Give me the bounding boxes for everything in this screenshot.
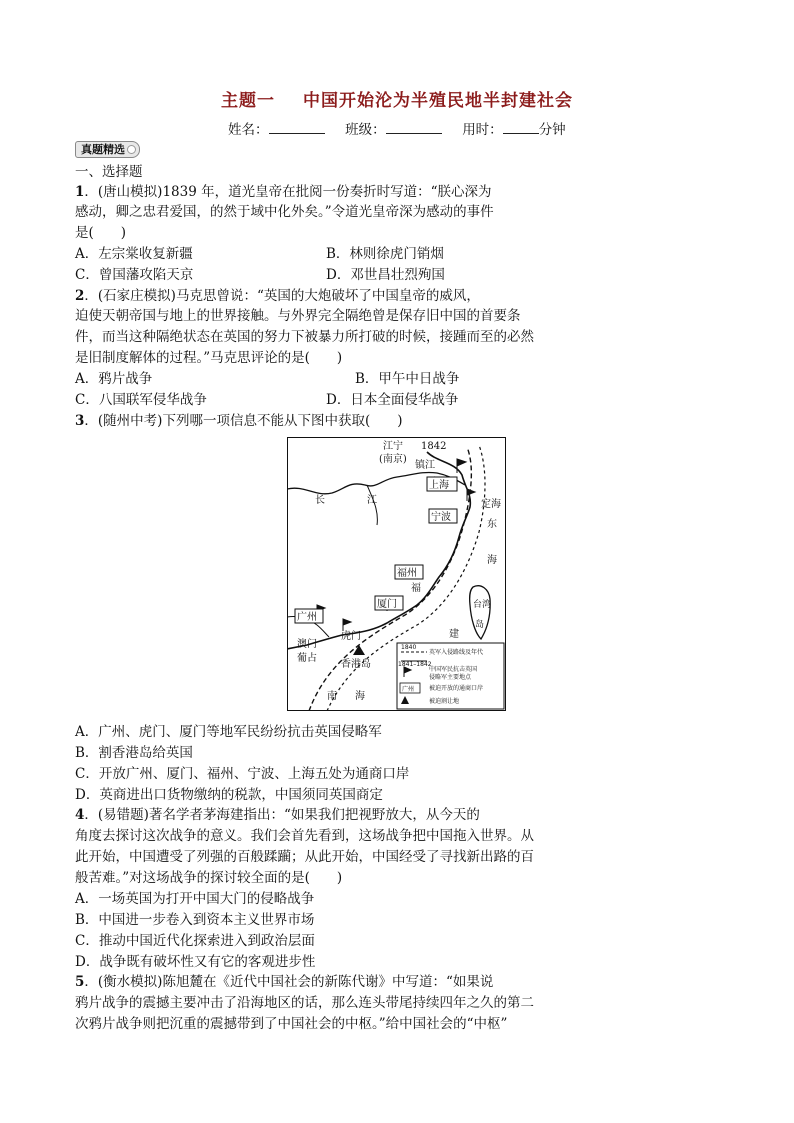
legend-route: 英军入侵路线及年代 xyxy=(429,649,484,656)
q2-option-c[interactable]: C．八国联军侵华战争 xyxy=(75,392,207,408)
map-label-guangzhou: 广州 xyxy=(297,612,317,623)
q4-line-1: 4．(易错题)著名学者茅海建指出：“如果我们把视野放大，从今天的 xyxy=(75,807,480,823)
map-label-1842: 1842 xyxy=(421,441,447,452)
map-label-nanhai: 海 xyxy=(355,691,365,702)
q4-line-3: 此开始，中国遭受了列强的百般蹂躏；从此开始，中国经受了寻找新出路的百 xyxy=(75,849,534,865)
legend-port-sample: 广州 xyxy=(402,686,415,693)
q1-option-b[interactable]: B．林则徐虎门销烟 xyxy=(326,246,444,262)
map-label-xianggang: 香港岛 xyxy=(341,659,371,670)
q3-option-a[interactable]: A．广州、虎门、厦门等地军民纷纷抗击英国侵略军 xyxy=(75,724,382,740)
map-legend xyxy=(397,643,504,709)
q1-line-2: 感动，卿之忠君爱国，的然于域中化外矣。”令道光皇帝深为感动的事件 xyxy=(75,204,494,220)
opium-war-map xyxy=(287,437,506,711)
map-label-chang: 长 xyxy=(315,495,325,506)
q1-option-d[interactable]: D．邓世昌壮烈殉国 xyxy=(326,267,445,283)
section-tag: 真题精选 xyxy=(75,141,140,158)
map-label-fu: 福 xyxy=(411,583,421,594)
q1-option-c[interactable]: C．曾国藩攻陷天京 xyxy=(75,267,194,283)
q2-option-a[interactable]: A．鸦片战争 xyxy=(75,371,153,387)
q4-line-2: 角度去探讨这次战争的意义。我们会首先看到，这场战争把中国拖入世界。从 xyxy=(75,828,534,844)
map-label-fuzhou: 福州 xyxy=(397,568,417,579)
q2-line-3: 件，而当这种隔绝状态在英国的努力下被暴力所打破的时候，接踵而至的必然 xyxy=(75,329,534,345)
name-blank[interactable] xyxy=(269,121,325,134)
page-title: 主题一 中国开始沦为半殖民地半封建社会 xyxy=(221,91,573,111)
q1-line-1: 1．(唐山模拟)1839 年，道光皇帝在批阅一份奏折时写道：“朕心深为 xyxy=(75,184,492,200)
legend-port: 被迫开放的通商口岸 xyxy=(429,685,484,692)
map-label-putao: 葡占 xyxy=(297,653,317,664)
q5-line-3: 次鸦片战争则把沉重的震撼带到了中国社会的中枢。”给中国社会的“中枢” xyxy=(75,1016,508,1032)
q2-option-b[interactable]: B．甲午中日战争 xyxy=(355,371,460,387)
map-label-dinghai: 定海 xyxy=(481,499,501,510)
map-label-hai: 海 xyxy=(487,555,497,566)
legend-1840: 1840 xyxy=(401,644,417,651)
map-label-humen: 虎门 xyxy=(341,631,361,642)
legend-resist-2: 侵略军主要地点 xyxy=(429,674,472,681)
legend-1841: 1841–1842 xyxy=(398,661,432,668)
map-label-jiang: 江 xyxy=(367,495,377,506)
map-label-taiwan: 台湾 xyxy=(473,600,492,610)
map-label-xiamen: 厦门 xyxy=(377,599,397,610)
q5-line-1: 5．(衡水模拟)陈旭麓在《近代中国社会的新陈代谢》中写道：“如果说 xyxy=(75,974,494,990)
q3-option-c[interactable]: C．开放广州、厦门、福州、宁波、上海五处为通商口岸 xyxy=(75,766,410,782)
q4-line-4: 般苦难。”对这场战争的探讨较全面的是( ) xyxy=(75,870,343,886)
section-heading: 一、选择题 xyxy=(75,164,143,180)
map-label-nanjing: (南京) xyxy=(379,454,407,465)
q3-line-1: 3．(随州中考)下列哪一项信息不能从下图中获取( ) xyxy=(75,413,403,429)
q4-option-b[interactable]: B．中国进一步卷入到资本主义世界市场 xyxy=(75,912,315,928)
map-label-ningbo: 宁波 xyxy=(431,512,451,523)
time-blank[interactable] xyxy=(503,121,539,134)
q1-option-a[interactable]: A．左宗棠收复新疆 xyxy=(75,246,193,262)
map-label-jiangning: 江宁 xyxy=(383,441,403,452)
map-label-shanghai: 上海 xyxy=(429,480,449,491)
q4-option-c[interactable]: C．推动中国近代化探索进入到政治层面 xyxy=(75,933,315,949)
q2-line-1: 2．(石家庄模拟)马克思曾说：“英国的大炮破坏了中国皇帝的威风， xyxy=(75,288,480,304)
q3-option-d[interactable]: D．英商进出口货物缴纳的税款，中国须同英国商定 xyxy=(75,787,383,803)
q2-line-4: 是旧制度解体的过程。”马克思评论的是( ) xyxy=(75,350,343,366)
q2-option-d[interactable]: D．日本全面侵华战争 xyxy=(326,392,459,408)
student-info: 姓名： 班级： 用时： 分钟 xyxy=(228,122,566,138)
map-label-zhenjiang: 镇江 xyxy=(415,460,435,471)
q5-line-2: 鸦片战争的震撼主要冲击了沿海地区的话，那么连头带尾持续四年之久的第二 xyxy=(75,995,534,1011)
q2-line-2: 迫使天朝帝国与地上的世界接触。与外界完全隔绝曾是保存旧中国的首要条 xyxy=(75,308,521,324)
map-label-nan: 南 xyxy=(327,691,337,702)
map-label-jian: 建 xyxy=(449,629,459,640)
class-blank[interactable] xyxy=(386,121,442,134)
q4-option-a[interactable]: A．一场英国为打开中国大门的侵略战争 xyxy=(75,891,315,907)
legend-ceded: 被迫割让地 xyxy=(429,698,460,705)
q4-option-d[interactable]: D．战争既有破坏性又有它的客观进步性 xyxy=(75,954,316,970)
q3-option-b[interactable]: B．割香港岛给英国 xyxy=(75,745,193,761)
legend-resist-1: 中国军民抗击英国 xyxy=(429,666,478,673)
map-label-dong: 东 xyxy=(487,519,497,530)
q1-line-3: 是( ) xyxy=(75,225,127,241)
map-label-dao: 岛 xyxy=(475,620,485,630)
map-label-aomen: 澳门 xyxy=(297,639,317,650)
